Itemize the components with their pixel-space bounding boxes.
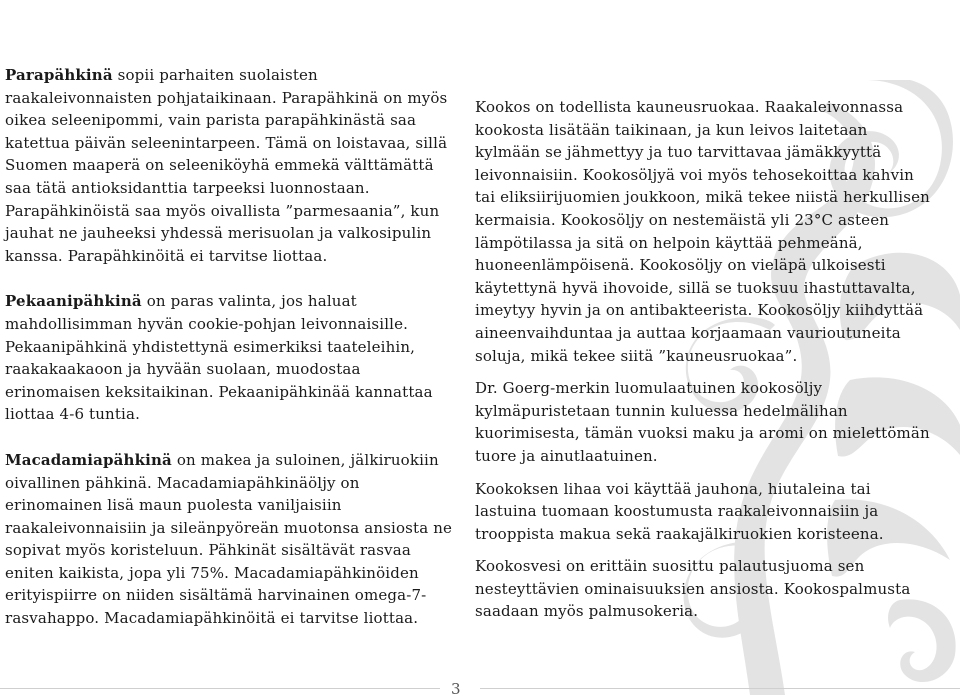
paragraph-text: on makea ja suloinen, jälkiruokiin oivallinen pähkinä. Macadamiapähkinäöljy on erinomainen lisä maun puolesta vaniljaisiin raakaleivonnaisiin ja sileänpyöreän muotonsa ansiosta ne sopivat myös koristeluun. Pähkinät sisältävät rasvaa eniten kaikista, jopa yli 75%. Macadamiapähkinöiden erityispiirre on niiden sisältämä harvinainen omega-7-rasvahappo. Macadamiapähkinöitä ei tarvitse liottaa. [5, 450, 453, 628]
paragraph-term: Macadamiapähkinä [5, 450, 172, 469]
coconut-flesh-paragraph: Kookoksen lihaa voi käyttää jauhona, hiutaleina tai lastuina tuomaan koostumusta raakaleivonnaisiin ja trooppista makua sekä raakajälkiruokien koristeena. [475, 479, 884, 543]
left-column [5, 64, 455, 630]
macadamia-paragraph [5, 449, 455, 630]
page-number: 3 [451, 680, 461, 698]
footer-rule-right [480, 688, 960, 689]
paragraph-text: on paras valinta, jos haluat mahdollisimman hyvän cookie-pohjan leivonnaisille. Pekaanipähkinä yhdistettynä esimerkiksi taateleihin, raakakaakaoon ja hyvään suolaan, muodostaa erinomaisen keksitaikinan. Pekaanipähkinää kannattaa liottaa 4-6 tuntia. [5, 292, 433, 424]
right-column [475, 96, 935, 623]
paragraph-term: Pekaanipähkinä [5, 292, 142, 311]
brazil-nut-paragraph [5, 64, 455, 267]
footer-rule-left [0, 688, 440, 689]
coconut-oil-brand-paragraph: Dr. Goerg-merkin luomulaatuinen kookosöljy kylmäpuristetaan tunnin kuluessa hedelmälihan kuorimisesta, tämän vuoksi maku ja aromi on mielettömän tuore ja ainutlaatuinen. [475, 379, 930, 465]
paragraph-term: Parapähkinä [5, 66, 113, 84]
coconut-water-paragraph: Kookosvesi on erittäin suosittu palautusjuoma sen nesteyttävien ominaisuuksien ansiosta. Kookospalmusta saadaan myös palmusokeria. [475, 557, 911, 621]
pecan-paragraph [5, 290, 455, 426]
coconut-paragraph: Kookos on todellista kauneusruokaa. Raakaleivonnassa kookosta lisätään taikinaan, ja kun leivos laitetaan kylmään se jähmettyy ja tuo tarvittavaa jämäkkyyttä leivonnaisiin. Kookosöljyä voi myös tehosekoittaa kahvin tai eliksiirijuomien joukkoon, mikä tekee niistä herkullisen kermaisia. Kookosöljy on nestemäistä yli 23°C asteen lämpötilassa ja sitä on helpoin käyttää pehmeänä, huoneenlämpöisenä. Kookosöljy on vieläpä ulkoisesti käytettynä hyvä ihovoide, sillä se tuoksuu ihastuttavalta, imeytyy hyvin ja on antibakteerista. Kookosöljy kiihdyttää aineenvaihduntaa ja auttaa korjaamaan vaurioutuneita soluja, mikä tekee siitä ”kauneusruokaa”. [475, 98, 930, 365]
paragraph-text: sopii parhaiten suolaisten raakaleivonnaisten pohjataikinaan. Parapähkinä on myös oikea seleenipommi, vain parista parapähkinästä saa katettua päivän seleenintarpeen. Tämä on loistavaa, sillä Suomen maaperä on seleeniköyhä emmekä välttämättä saa tätä antioksidanttia tarpeeksi luonnostaan. Parapähkinöistä saa myös oivallista ”parmesaania”, kun jauhat ne jauheeksi yhdessä merisuolan ja valkosipulin kanssa. Parapähkinöitä ei tarvitse liottaa. [5, 66, 448, 265]
